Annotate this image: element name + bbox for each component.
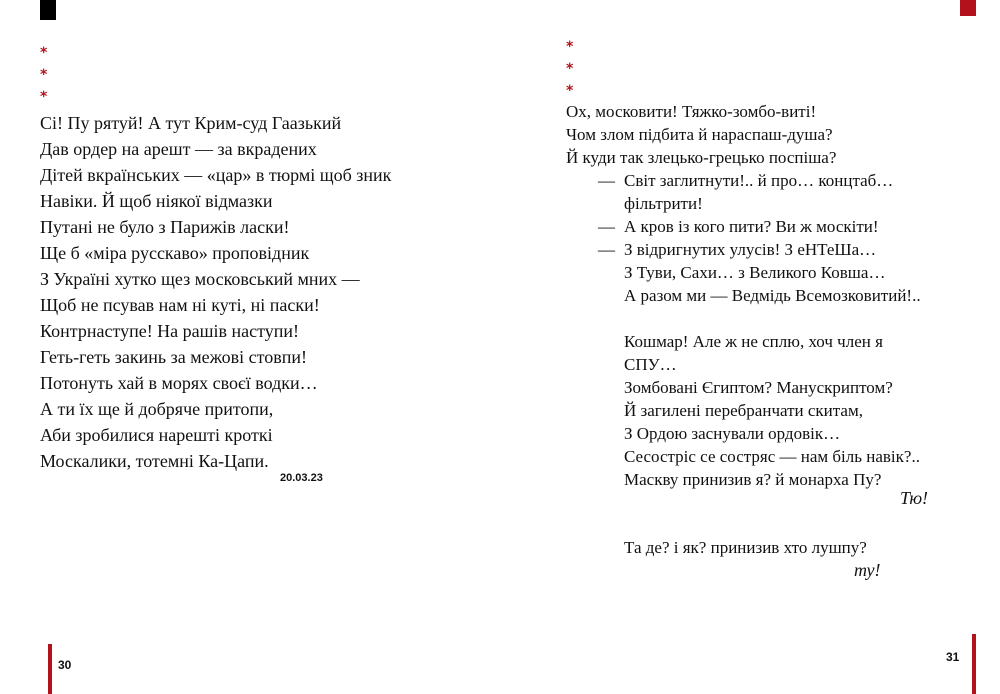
italic-note-tyu: Тю! [900,488,929,508]
poem-line: СПУ… [624,355,677,374]
poem-line: Навіки. Й щоб ніякої відмазки [40,191,273,211]
poem-line: Зомбовані Єгиптом? Манускриптом? [624,378,893,397]
dialogue-text: А разом ми — Ведмідь Всемозковитий!.. [624,286,921,305]
dialogue-line [566,238,921,261]
poem-line: Ох, московити! Тяжко-зомбо-виті! [566,102,817,121]
stanza-gap [566,307,921,330]
poem-line: З Ордою заснували ордовік… [624,424,841,443]
bottom-left-bar [48,644,52,694]
right-separator [566,36,573,102]
page-number-right: 31 [946,650,960,664]
dialogue-text: фільтрити! [624,194,703,213]
poem-line: Москалики, тотемні Ка-Цапи. [40,451,269,471]
separator-star: * [566,61,574,77]
italic-note-tu: ту! [854,560,881,580]
poem-line: Чом злом підбита й нараспаш-душа? [566,125,833,144]
poem-line: А ти їх ще й добряче притопи, [40,399,274,419]
poem-line: Потонуть хай в морях своєї водки… [40,373,318,393]
closing-line [624,536,867,559]
separator-star: * [40,67,48,83]
poem-line: Ще б «міра русскаво» проповідник [40,243,310,263]
poem-line: Контрнаступе! На рашів наступи! [40,321,300,341]
separator-star: * [40,89,48,105]
separator-star: * [40,45,48,61]
dialogue-text: Світ заглитнути!.. й про… концтаб… [624,171,894,190]
poem-line: Путані не було з Парижів ласки! [40,217,290,237]
dialogue-dash: — [598,240,615,259]
poem-line: Сі! Пу рятуй! А тут Крим-суд Гаазький [40,113,342,133]
poem-line: Геть-геть закинь за межові стовпи! [40,347,307,367]
dialogue-text: З відригнутих улусів! З еНТеШа… [624,240,877,259]
dialogue-line [566,215,921,238]
poem-line: Маскву принизив я? й монарха Пу? [624,470,882,489]
dialogue-dash: — [598,171,615,190]
poem-line: Та де? і як? принизив хто лушпу? [624,538,867,557]
right-poem [566,100,921,491]
separator-star: * [566,83,574,99]
dialogue-line [566,284,921,307]
left-separator [40,42,47,108]
poem-line: Й загилені перебранчати скитам, [624,401,863,420]
top-left-bar [40,0,56,20]
poem-line: Щоб не псував нам ні куті, ні паски! [40,295,320,315]
poem-line: З Україні хутко щез московський мних — [40,269,360,289]
dialogue-text: А кров із кого пити? Ви ж москіти! [624,217,879,236]
poem-line: Дав ордер на арешт — за вкрадених [40,139,317,159]
page-number-left: 30 [58,658,72,672]
right-page [500,0,1000,694]
dialogue-line [566,169,921,192]
poem-line: Кошмар! Але ж не сплю, хоч член я [624,332,883,351]
dialogue-text: З Туви, Сахи… з Великого Ковша… [624,263,886,282]
dialogue-line [566,192,921,215]
bottom-right-bar [972,634,976,694]
poem-line: Й куди так злецько-грецько поспіша? [566,148,837,167]
separator-star: * [566,39,574,55]
poem-line: Аби зробилися нарешті кроткі [40,425,273,445]
dialogue-dash: — [598,217,615,236]
poem-date: 20.03.23 [280,472,323,484]
top-right-bar [960,0,976,16]
dialogue-line [566,261,921,284]
left-poem [40,110,391,474]
poem-line: Дітей вкраїнських — «цар» в тюрмі щоб зник [40,165,392,185]
poem-line: Сесостріс се состряс — нам біль навік?.. [624,447,920,466]
